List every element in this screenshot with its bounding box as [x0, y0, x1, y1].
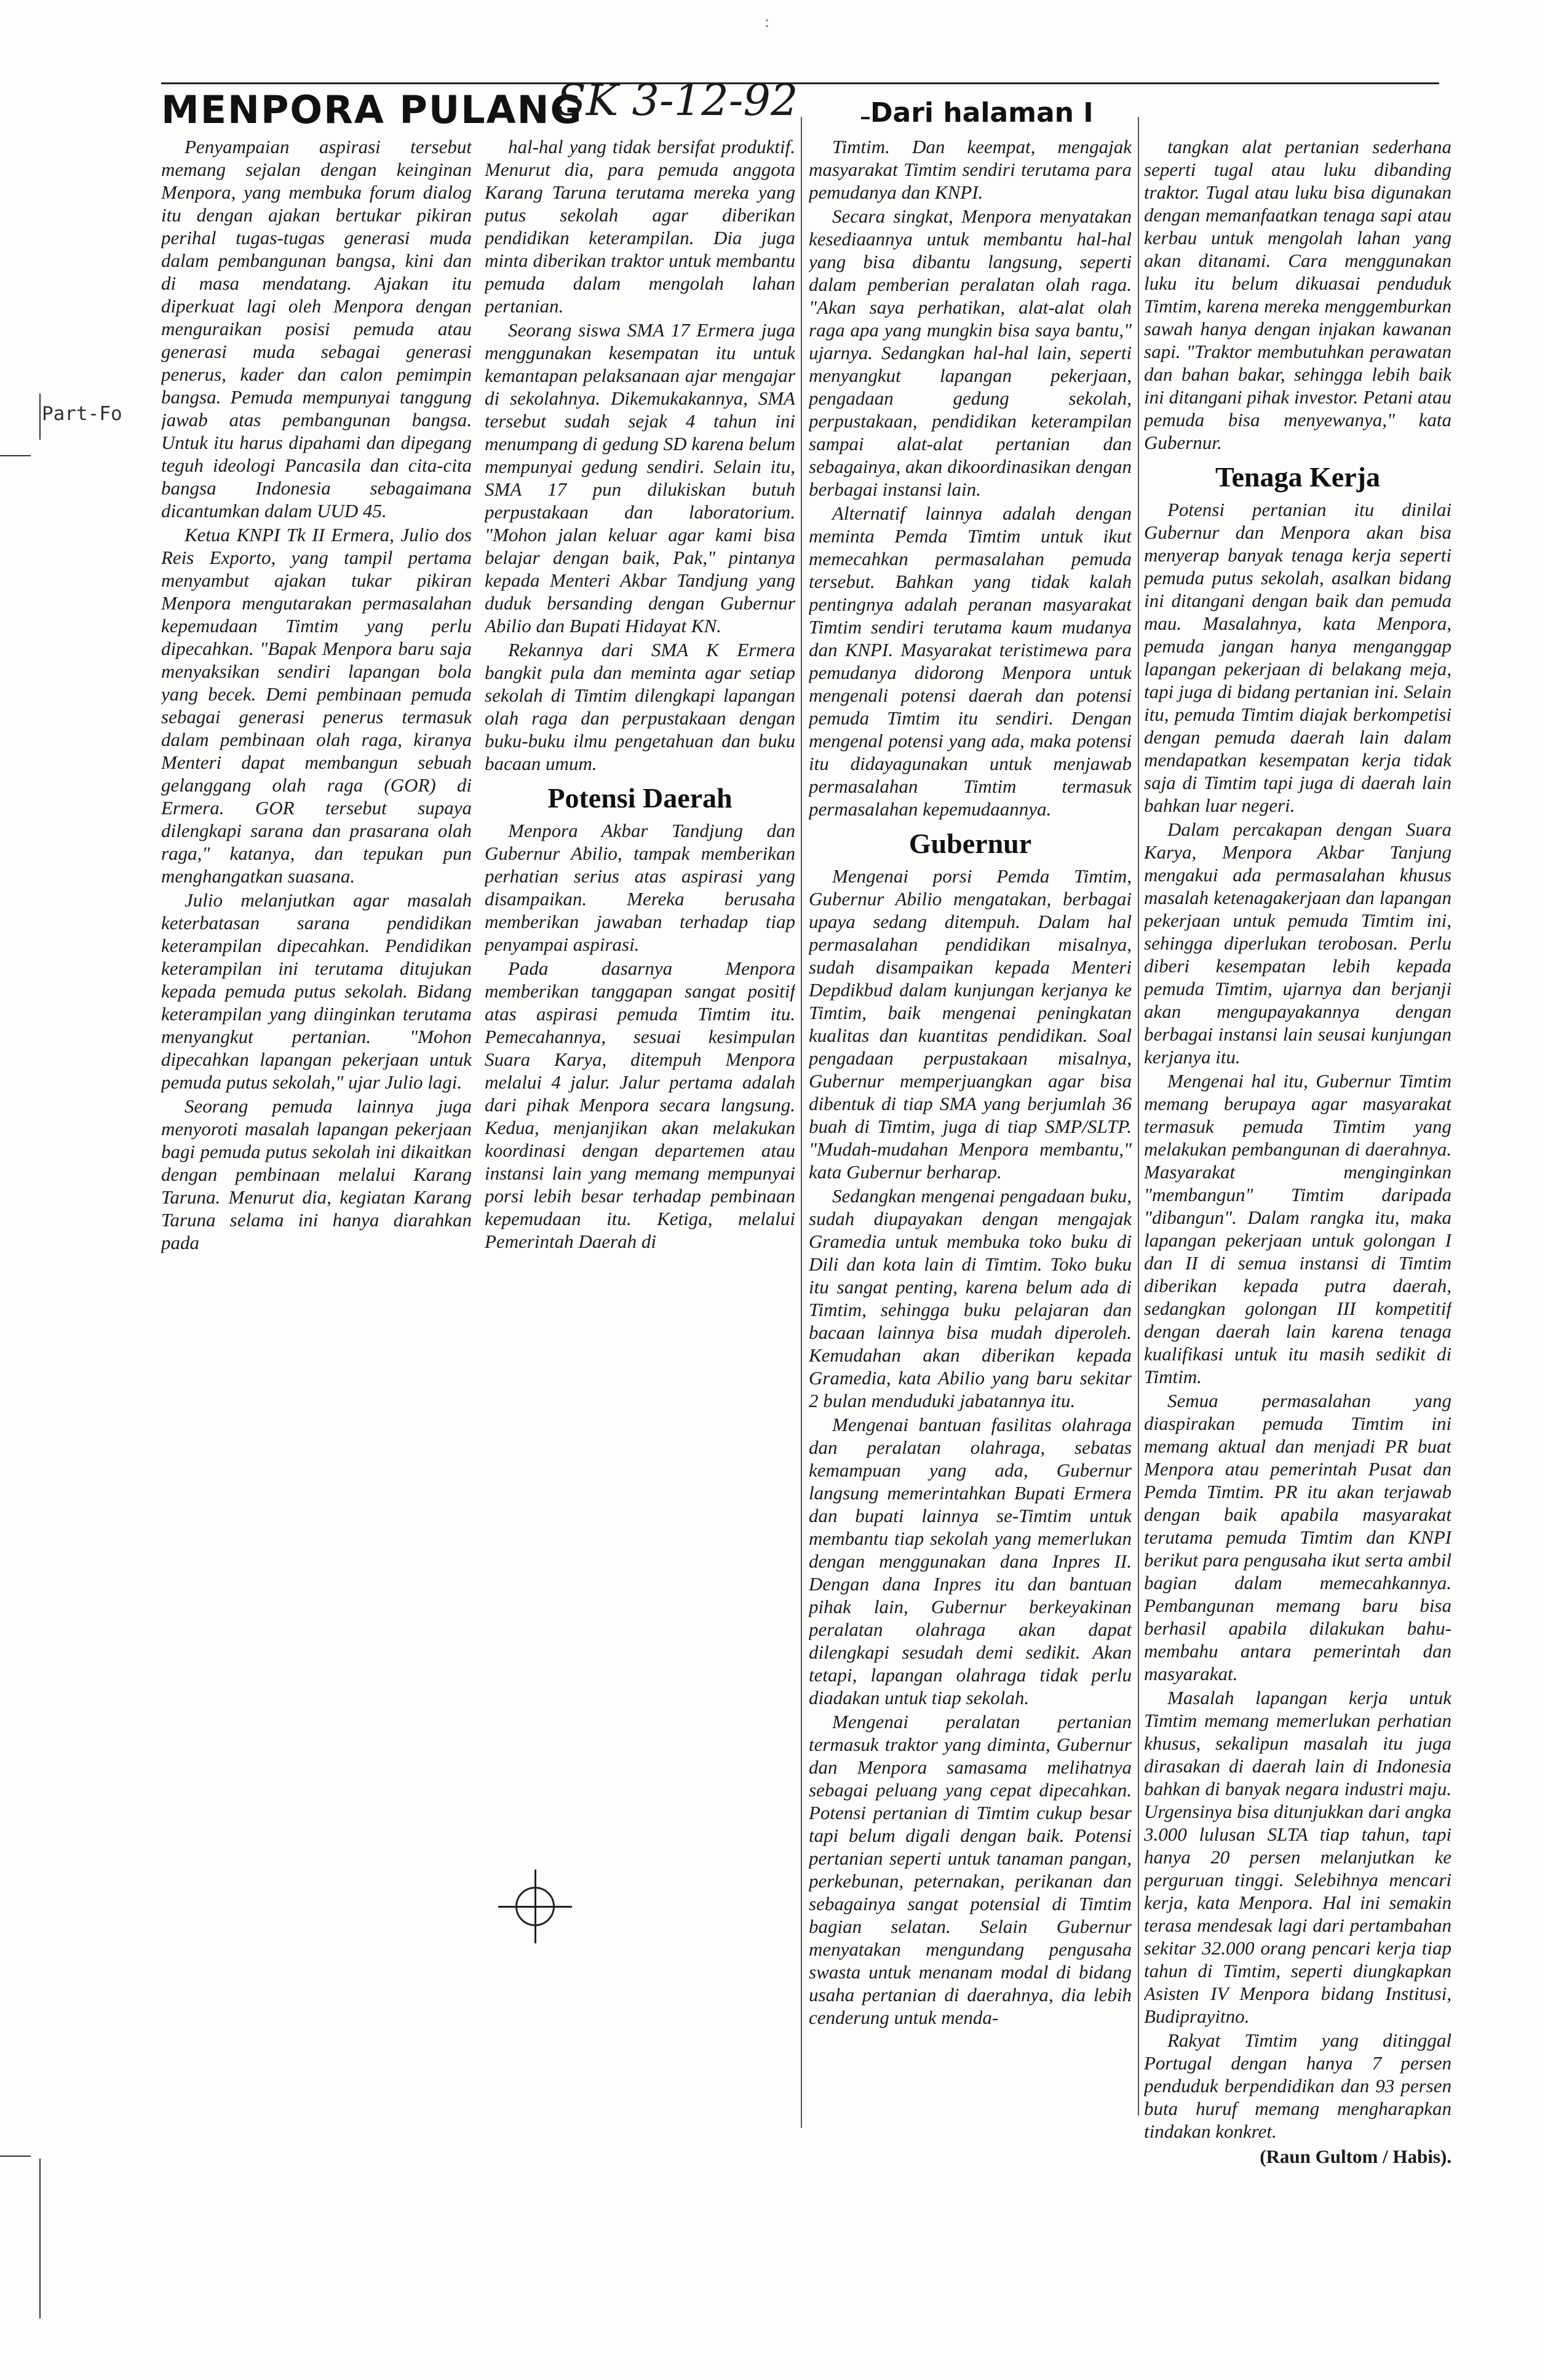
margin-bracket-bottom: [39, 2159, 41, 2319]
paragraph: Dalam percakapan dengan Suara Karya, Menpora Akbar Tanjung mengakui ada permasalahan khusus masalah ketenagakerjaan dan lapangan pekerjaan untuk pemuda Timtim ini, sehingga diperlukan terobosan. Perlu diberi kesempatan lebih kepada pemuda Timtim, ujarnya dan berjanji akan mengupayakannya dengan berbagai instansi lain seusai kunjungan kerjanya itu.: [1144, 819, 1452, 1068]
article-column-4: [1144, 135, 1452, 2202]
header-dash: [861, 117, 870, 119]
paragraph: Rakyat Timtim yang ditinggal Portugal dengan hanya 7 persen penduduk berpendidikan dan 93 persen buta huruf memang mengharapkan tindakan konkret.: [1144, 2029, 1452, 2142]
paragraph: Mengenai bantuan fasilitas olahraga dan peralatan olahraga, sebatas kemampuan yang ada, Gubernur langsung memerintahkan Bupati Ermera dan bupati lainnya se-Timtim untuk membantu tiap sekolah yang memerlukan dengan menggunakan dana Inpres II. Dengan dana Inpres itu dan bantuan pihak lain, Gubernur berkeyakinan peralatan olahraga akan dapat dilengkapi sesudah demi sedikit. Akan tetapi, lapangan olahraga tidak perlu diadakan untuk tiap sekolah.: [809, 1414, 1132, 1708]
paragraph: Potensi pertanian itu dinilai Gubernur dan Menpora akan bisa menyerap banyak tenaga kerja seperti pemuda putus sekolah, asalkan bidang ini ditangani dengan baik dan pemuda mau. Masalahnya, kata Menpora, pemuda jangan hanya menganggap lapangan pekerjaan di belakang meja, tapi juga di bidang pertanian ini. Selain itu, pemuda Timtim diajak berkompetisi dengan pemuda daerah lain dalam mendapatkan kesempatan kerja tidak saja di Timtim tapi juga di daerah lain bahkan luar negeri.: [1144, 499, 1452, 816]
author-byline: (Raun Gultom / Habis).: [1260, 2146, 1452, 2167]
continued-from-label: Dari halaman I: [870, 97, 1094, 129]
paragraph: Seorang pemuda lainnya juga menyoroti masalah lapangan pekerjaan bagi pemuda putus sekolah ini dikaitkan dengan pembinaan melalui Karang Taruna. Menurut dia, kegiatan Karang Taruna selama ini hanya diarahkan pada: [161, 1095, 472, 1253]
subheading-gubernur: Gubernur: [908, 828, 1032, 859]
subheading-tenaga-kerja: Tenaga Kerja: [1215, 461, 1380, 493]
paragraph: Menpora Akbar Tandjung dan Gubernur Abilio, tampak memberikan perhatian serius atas aspirasi yang disampaikan. Mereka berusaha memberikan jawaban terhadap tiap penyampai aspirasi.: [485, 820, 795, 955]
margin-tick: [0, 2156, 31, 2157]
article-column-1: [161, 135, 472, 1322]
paragraph: Timtim. Dan keempat, mengajak masyarakat Timtim sendiri terutama para pemudanya dan KNPI.: [809, 136, 1132, 203]
paragraph: tangkan alat pertanian sederhana seperti tugal atau luku dibanding traktor. Tugal atau luku bisa digunakan dengan memanfaatkan tenaga sapi atau kerbau untuk mengolah lahan yang akan ditanami. Cara menggunakan luku itu belum dikuasai penduduk Timtim, karena mereka menggemburkan sawah hanya dengan injakan kawanan sapi. "Traktor membutuhkan perawatan dan bahan bakar, sehingga lebih baik ini ditangani pihak investor. Petani atau pemuda bisa menyewanya," kata Gubernur.: [1144, 136, 1452, 453]
article-column-2: [485, 135, 795, 1291]
dust-speck: :: [765, 14, 770, 31]
column-divider: [801, 117, 802, 2128]
paragraph: Secara singkat, Menpora menyatakan kesediaannya untuk membantu hal-hal yang bisa dibantu langsung, seperti dalam pemberian peralatan olah raga. "Akan saya perhatikan, alat-alat olah raga apa yang mungkin bisa saya bantu," ujarnya. Sedangkan hal-hal lain, seperti menyangkut lapangan pekerjaan, pengadaan gedung sekolah, perpustakaan, pendidikan keterampilan sampai alat-alat pertanian dan sebagainya, akan dikoordinasikan dengan berbagai instansi lain.: [809, 205, 1132, 500]
article-headline: MENPORA PULANG: [161, 87, 583, 132]
paragraph: Alternatif lainnya adalah dengan meminta Pemda Timtim untuk ikut memecahkan permasalahan pemuda tersebut. Bahkan yang tidak kalah pentingnya adalah peranan masyarakat Timtim sendiri terutama kaum mudanya dan KNPI. Masyarakat teristimewa para pemudanya didorong Menpora untuk mengenali potensi daerah dan potensi pemuda Timtim itu sendiri. Dengan mengenal potensi yang ada, maka potensi itu didayagunakan untuk menjawab permasalahan Timtim termasuk permasalahan kepemudaannya.: [809, 502, 1132, 820]
paragraph: Julio melanjutkan agar masalah keterbatasan sarana pendidikan keterampilan dipecahkan. Pendidikan keterampilan ini terutama ditujukan kepada pemuda putus sekolah. Bidang keterampilan yang diinginkan terutama menyangkut pertanian. "Mohon dipecahkan lapangan pekerjaan untuk pemuda putus sekolah," ujar Julio lagi.: [161, 889, 472, 1093]
paragraph: Ketua KNPI Tk II Ermera, Julio dos Reis Exporto, yang tampil pertama menyambut ajakan tukar pikiran Menpora mengutarakan permasalahan kepemudaan Timtim yang perlu dipecahkan. "Bapak Menpora baru saja menyaksikan sendiri lapangan bola yang becek. Demi pembinaan pemuda sebagai generasi penerus termasuk dalam pembinaan olah raga, kiranya Menteri dapat membangun sebuah gelanggang olah raga (GOR) di Ermera. GOR tersebut supaya dilengkapi sarana dan prasarana olah raga," katanya, dan tepukan pun menghangatkan suasana.: [161, 524, 472, 887]
registration-mark-icon: [498, 1870, 572, 1943]
margin-bracket: [39, 394, 41, 440]
paragraph: Mengenai porsi Pemda Timtim, Gubernur Abilio mengatakan, berbagai upaya sedang ditempuh. Dalam hal permasalahan pendidikan misalnya, sudah disampaikan kepada Menteri Depdikbud dalam kunjungan kerjanya ke Timtim, baik mengenai peningkatan kualitas dan kuantitas pendidikan. Soal pengadaan perpustakaan misalnya, Gubernur memperjuangkan agar bisa dibentuk di tiap SMA yang berjumlah 36 buah di Timtim, juga di tiap SMP/SLTP. "Mudah-mudahan Menpora membantu," kata Gubernur berharap.: [809, 865, 1132, 1183]
paragraph: Masalah lapangan kerja untuk Timtim memang memerlukan perhatian khusus, sekalipun masalah itu juga dirasakan di daerah lain di Indonesia bahkan di banyak negara industri maju. Urgensinya bisa ditunjukkan dari angka 3.000 lulusan SLTA tiap tahun, tapi hanya 20 persen melanjutkan ke perguruan tinggi. Selebihnya mencari kerja, kata Menpora. Hal ini semakin terasa mendesak lagi dari pertambahan sekitar 32.000 orang pencari kerja tiap tahun di Timtim, seperti diungkapkan Asisten IV Menpora bidang Institusi, Budiprayitno.: [1144, 1687, 1452, 2027]
paragraph: Semua permasalahan yang diaspirakan pemuda Timtim ini memang aktual dan menjadi PR buat Menpora atau pemerintah Pusat dan Pemda Timtim. PR itu akan terjawab dengan baik apabila masyarakat terutama pemuda Timtim dan KNPI berikut para pengusaha ikut serta ambil bagian dalam memecahkannya. Pembangunan memang baru bisa berhasil apabila dilakukan bahu-membahu antara pemerintah dan masyarakat.: [1144, 1390, 1452, 1684]
margin-label: Part-Fo: [42, 403, 122, 425]
paragraph: hal-hal yang tidak bersifat produktif. Menurut dia, para pemuda anggota Karang Taruna terutama mereka yang putus sekolah agar diberikan pendidikan keterampilan. Dia juga minta diberikan traktor untuk membantu pemuda dalam mengolah lahan pertanian.: [485, 136, 795, 317]
paragraph: Sedangkan mengenai pengadaan buku, sudah diupayakan dengan mengajak Gramedia untuk membuka toko buku di Dili dan kota lain di Timtim. Toko buku itu sangat penting, karena belum ada di Timtim, sehingga buku pelajaran dan bacaan lainnya bisa mudah diperoleh. Kemudahan akan diberikan kepada Gramedia, kata Abilio yang baru sekitar 2 bulan menduduki jabatannya itu.: [809, 1185, 1132, 1411]
margin-tick: [0, 455, 31, 456]
column-divider: [1138, 117, 1139, 2116]
paragraph: Rekannya dari SMA K Ermera bangkit pula dan meminta agar setiap sekolah di Timtim dilengkapi lapangan olah raga dan perpustakaan dengan buku-buku ilmu pengetahuan dan buku bacaan umum.: [485, 639, 795, 774]
paragraph: Mengenai hal itu, Gubernur Timtim memang berupaya agar masyarakat termasuk pemuda Timtim yang melakukan pembangunan di daerahnya. Masyarakat menginginkan "membangun" Timtim daripada "dibangun". Dalam rangka itu, maka lapangan pekerjaan untuk golongan I dan II di semua instansi di Timtim diberikan kepada putra daerah, sedangkan golongan III kompetitif dengan daerah lain karena tenaga kualifikasi untuk itu masih sedikit di Timtim.: [1144, 1070, 1452, 1387]
paragraph: Seorang siswa SMA 17 Ermera juga menggunakan kesempatan itu untuk kemantapan pelaksanaan ajar mengajar di sekolahnya. Dikemukakannya, SMA tersebut sudah sejak 4 tahun ini menumpang di gedung SD karena belum mempunyai gedung sendiri. Selain itu, SMA 17 pun dilukiskan butuh perpustakaan dan laboratorium. "Mohon jalan keluar agar kami bisa belajar dengan baik, Pak," pintanya kepada Menteri Akbar Tandjung yang duduk bersanding dengan Gubernur Abilio dan Bupati Hidayat KN.: [485, 319, 795, 637]
paragraph: Mengenai peralatan pertanian termasuk traktor yang diminta, Gubernur dan Menpora samasama melihatnya sebagai peluang yang cepat dipecahkan. Potensi pertanian di Timtim cukup besar tapi belum digali dengan baik. Potensi pertanian seperti untuk tanaman pangan, perkebunan, peternakan, perikanan dan sebagainya sangat potensial di Timtim bagian selatan. Selain Gubernur menyatakan mengundang pengusaha swasta untuk menanam modal di bidang usaha pertanian di daerahnya, dia lebih cenderung untuk menda-: [809, 1711, 1132, 2028]
article-column-3: [809, 135, 1132, 2202]
paragraph: Pada dasarnya Menpora memberikan tanggapan sangat positif atas aspirasi pemuda Timtim itu. Pemecahannya, sesuai kesimpulan Suara Karya, ditempuh Menpora melalui 4 jalur. Jalur pertama adalah dari pihak Menpora secara langsung. Kedua, menjanjikan akan melakukan koordinasi dengan departemen atau instansi lain yang memang mempunyai porsi lebih besar terhadap pembinaan kepemudaan itu. Ketiga, melalui Pemerintah Daerah di: [485, 958, 795, 1252]
subheading-potensi-daerah: Potensi Daerah: [547, 782, 733, 814]
handwritten-date-note: SK 3-12-92: [557, 75, 798, 125]
paragraph: Penyampaian aspirasi tersebut memang sejalan dengan keinginan Menpora, yang membuka forum dialog itu dengan ajakan bertukar pikiran perihal tugas-tugas generasi muda dalam pembangunan bangsa, kini dan di masa mendatang. Ajakan itu diperkuat lagi oleh Menpora dengan menguraikan posisi pemuda atau generasi muda sebagai generasi penerus, kader dan calon pemimpin bangsa. Pemuda mempunyai tanggung jawab atas pembangunan bangsa. Untuk itu harus dipahami dan dipegang teguh ideologi Pancasila dan cita-cita bangsa Indonesia sebagaimana dicantumkan dalam UUD 45.: [161, 136, 472, 522]
top-rule: [161, 82, 1439, 84]
